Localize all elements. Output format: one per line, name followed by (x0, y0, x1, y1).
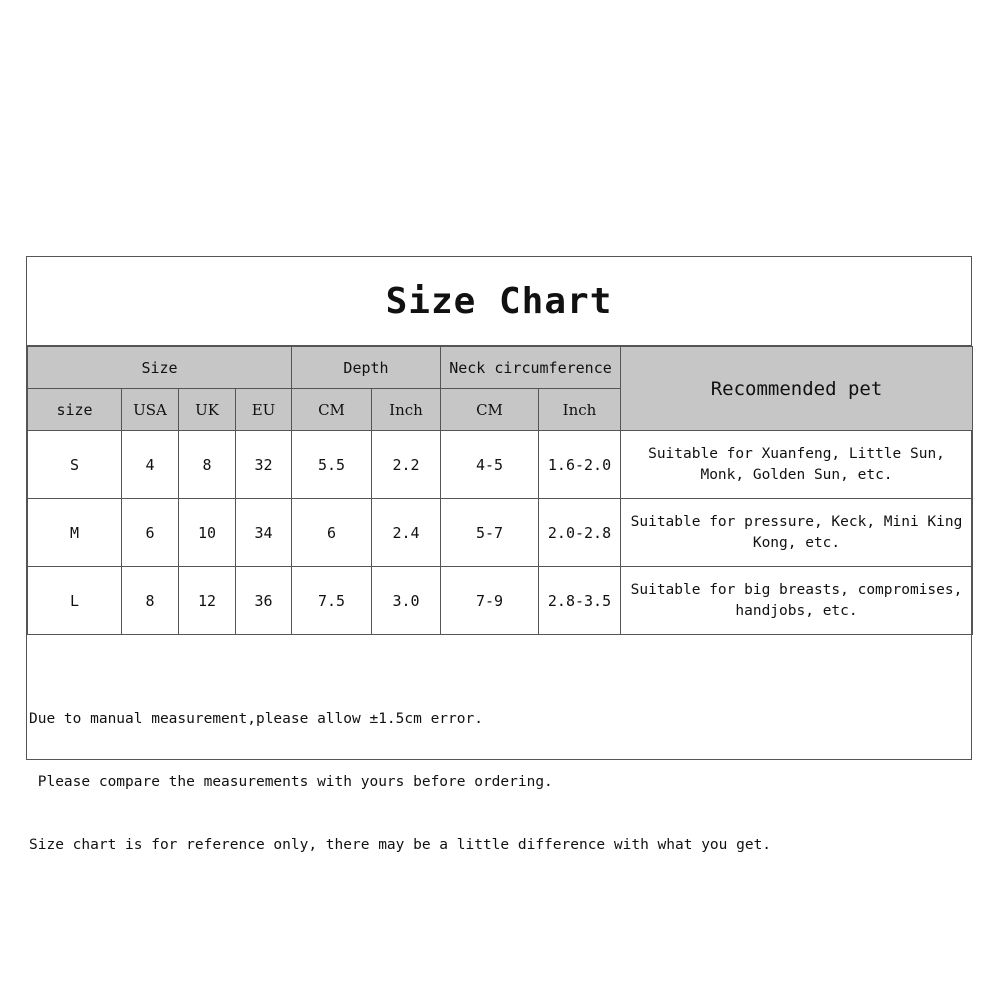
cell-neck-cm: 5-7 (441, 499, 539, 567)
pet-line: handjobs, etc. (735, 602, 858, 619)
title-row (27, 257, 971, 346)
notes (29, 667, 959, 898)
header-depth-group: Depth (292, 347, 441, 389)
cell-neck-cm: 4-5 (441, 431, 539, 499)
table-row (28, 499, 973, 567)
cell-size: L (28, 567, 122, 635)
cell-depth-cm: 5.5 (292, 431, 372, 499)
cell-depth-inch: 2.2 (372, 431, 441, 499)
note-line: Due to manual measurement,please allow ±1.5cm error. (29, 711, 483, 727)
header-neck-inch: Inch (539, 389, 621, 431)
chart-title: Size Chart (385, 280, 613, 322)
header-depth-cm: CM (292, 389, 372, 431)
header-eu: EU (236, 389, 292, 431)
cell-usa: 8 (122, 567, 179, 635)
cell-depth-inch: 2.4 (372, 499, 441, 567)
cell-eu: 34 (236, 499, 292, 567)
cell-uk: 10 (179, 499, 236, 567)
header-row-groups (28, 347, 973, 389)
cell-neck-cm: 7-9 (441, 567, 539, 635)
cell-recommended-pet (621, 567, 973, 635)
cell-neck-inch: 2.8-3.5 (539, 567, 621, 635)
header-depth-inch: Inch (372, 389, 441, 431)
header-uk: UK (179, 389, 236, 431)
pet-line: Suitable for pressure, Keck, Mini King (630, 513, 963, 530)
header-size-group: Size (28, 347, 292, 389)
pet-line: Monk, Golden Sun, etc. (700, 466, 893, 483)
cell-depth-cm: 7.5 (292, 567, 372, 635)
cell-size: S (28, 431, 122, 499)
note-line: Size chart is for reference only, there may be a little difference with what you get. (29, 837, 772, 853)
header-neck-group: Neck circumference (441, 347, 621, 389)
pet-line: Suitable for Xuanfeng, Little Sun, (648, 445, 945, 462)
cell-depth-inch: 3.0 (372, 567, 441, 635)
cell-depth-cm: 6 (292, 499, 372, 567)
header-neck-cm: CM (441, 389, 539, 431)
size-table (27, 346, 973, 635)
cell-eu: 32 (236, 431, 292, 499)
cell-recommended-pet (621, 499, 973, 567)
table-row (28, 431, 973, 499)
size-chart (26, 256, 972, 853)
cell-usa: 4 (122, 431, 179, 499)
cell-uk: 8 (179, 431, 236, 499)
table-row (28, 567, 973, 635)
cell-eu: 36 (236, 567, 292, 635)
cell-neck-inch: 2.0-2.8 (539, 499, 621, 567)
cell-neck-inch: 1.6-2.0 (539, 431, 621, 499)
header-recommended-pet: Recommended pet (621, 347, 973, 431)
cell-size: M (28, 499, 122, 567)
pet-line: Suitable for big breasts, compromises, (630, 581, 963, 598)
cell-recommended-pet (621, 431, 973, 499)
header-size: size (28, 389, 122, 431)
pet-line: Kong, etc. (752, 534, 841, 551)
note-line: Please compare the measurements with yours before ordering. (29, 774, 553, 790)
cell-uk: 12 (179, 567, 236, 635)
cell-usa: 6 (122, 499, 179, 567)
header-usa: USA (122, 389, 179, 431)
